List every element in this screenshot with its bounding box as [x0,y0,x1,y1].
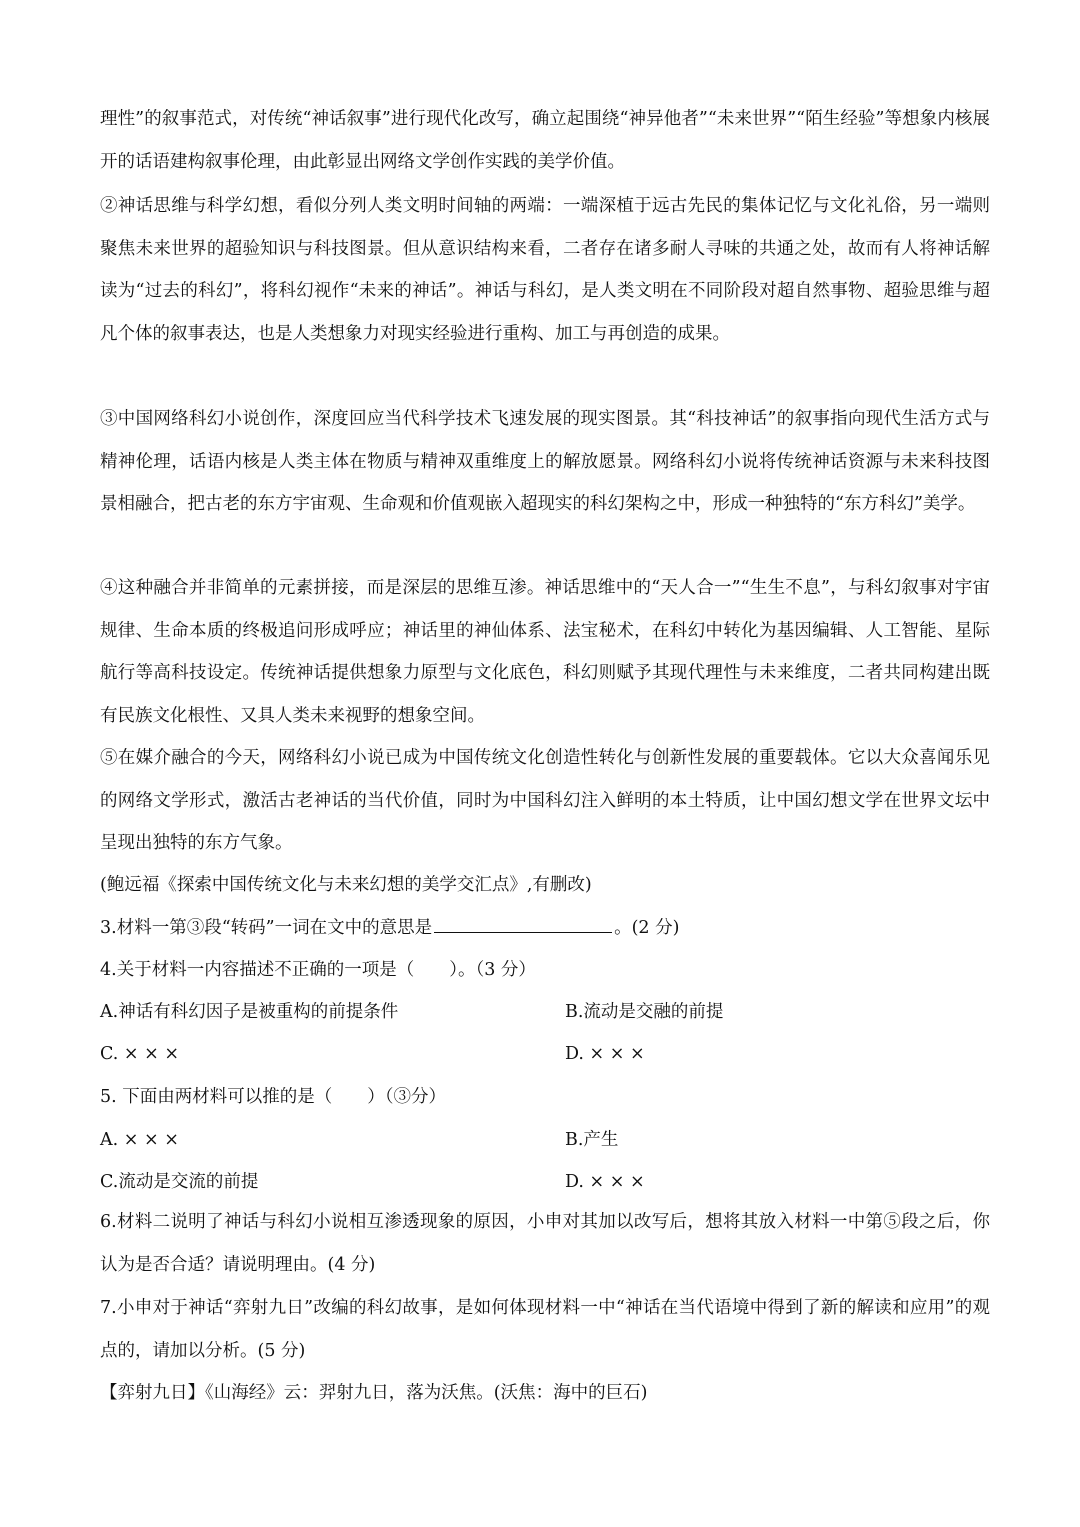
myth-excerpt: 【弈射九日】《山海经》云：羿射九日，落为沃焦。(沃焦：海中的巨石) [100,1383,648,1403]
answer-blank[interactable] [434,914,612,933]
question-4-option-a: A.神话有科幻因子是被重构的前提条件 [100,1002,399,1022]
question-3 [100,913,679,943]
question-3-text: 3.材料一第③段“转码”一词在文中的意思是 [100,918,433,938]
question-4-option-b: B.流动是交融的前提 [565,1002,724,1022]
question-5-option-d: D. × × × [565,1172,645,1192]
question-4-option-d: D. × × × [565,1044,645,1064]
question-4-option-c: C. × × × [100,1044,180,1064]
question-6: 6.材料二说明了神话与科幻小说相互渗透现象的原因，小申对其加以改写后，想将其放入材料一中第⑤段之后，你认为是否合适？请说明理由。(4 分) [100,1212,990,1275]
question-5-option-c: C.流动是交流的前提 [100,1172,259,1192]
question-5: 5. 下面由两材料可以推的是（ ）（③分） [100,1087,447,1107]
question-7: 7.小申对于神话“弈射九日”改编的科幻故事，是如何体现材料一中“神话在当代语境中得到了新的解读和应用”的观点的，请加以分析。(5 分) [100,1298,990,1361]
question-5-option-b: B.产生 [565,1130,619,1150]
question-5-option-a: A. × × × [100,1130,179,1150]
source-citation: (鲍远福《探索中国传统文化与未来幻想的美学交汇点》,有删改) [100,875,592,895]
paragraph-3: ③中国网络科幻小说创作，深度回应当代科学技术飞速发展的现实图景。其“科技神话”的叙事指向现代生活方式与精神伦理，话语内核是人类主体在物质与精神双重维度上的解放愿景。网络科幻小说将传统神话资源与未来科技图景相融合，把古老的东方宇宙观、生命观和价值观嵌入超现实的科幻架构之中，形成一种独特的“东方科幻”美学。 [100,409,990,514]
question-4: 4.关于材料一内容描述不正确的一项是（ ）。（3 分） [100,960,536,980]
paragraph-5: ⑤在媒介融合的今天，网络科幻小说已成为中国传统文化创造性转化与创新性发展的重要载体。它以大众喜闻乐见的网络文学形式，激活古老神话的当代价值，同时为中国科幻注入鲜明的本土特质，让中国幻想文学在世界文坛中呈现出独特的东方气象。 [100,748,990,853]
paragraph-4: ④这种融合并非简单的元素拼接，而是深层的思维互渗。神话思维中的“天人合一”“生生不息”，与科幻叙事对宇宙规律、生命本质的终极追问形成呼应；神话里的神仙体系、法宝秘术，在科幻中转化为基因编辑、人工智能、星际航行等高科技设定。传统神话提供想象力原型与文化底色，科幻则赋予其现代理性与未来维度，二者共同构建出既有民族文化根性、又具人类未来视野的想象空间。 [100,578,990,726]
paragraph-intro-continuation: 理性”的叙事范式，对传统“神话叙事”进行现代化改写，确立起围绕“神异他者”“未来世界”“陌生经验”等想象内核展开的话语建构叙事伦理，由此彰显出网络文学创作实践的美学价值。 [100,109,990,172]
paragraph-2: ②神话思维与科学幻想，看似分列人类文明时间轴的两端：一端深植于远古先民的集体记忆与文化礼俗，另一端则聚焦未来世界的超验知识与科技图景。但从意识结构来看，二者存在诸多耐人寻味的共通之处，故而有人将神话解读为“过去的科幻”，将科幻视作“未来的神话”。神话与科幻，是人类文明在不同阶段对超自然事物、超验思维与超凡个体的叙事表达，也是人类想象力对现实经验进行重构、加工与再创造的成果。 [100,196,990,344]
question-3-score: 。(2 分) [614,918,680,938]
